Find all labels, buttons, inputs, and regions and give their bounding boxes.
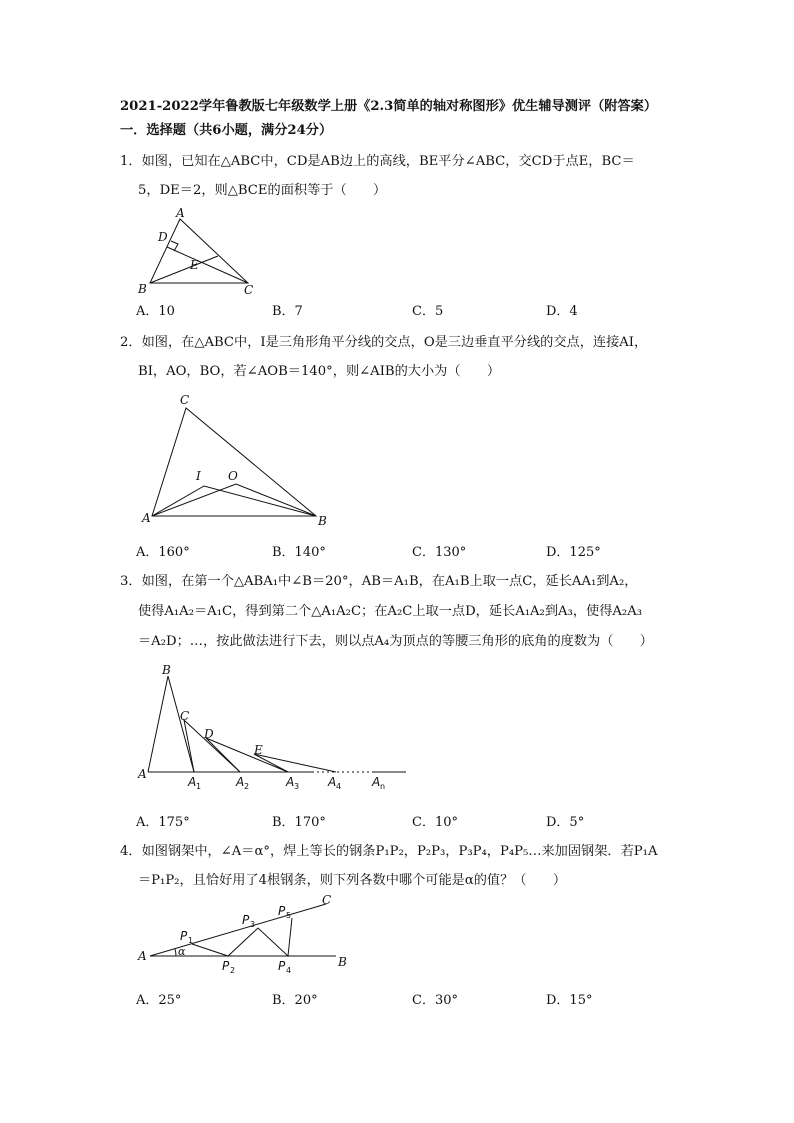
q2-choice-d[interactable]: D．125° [546, 545, 601, 560]
q3-label-c: C [180, 709, 190, 723]
q3-label-d: D [204, 727, 214, 741]
q4-sub-3: 3 [250, 920, 256, 929]
q4-sub-1: 1 [188, 936, 194, 945]
q3-label-a2: A [236, 775, 245, 789]
q1-choice-d[interactable]: D．4 [546, 304, 578, 319]
q4-choices [136, 989, 676, 1007]
q1-label-a: A [176, 206, 185, 220]
q3-sub-4: 4 [336, 782, 342, 791]
q3-text-line-1: 3．如图，在第一个△ABA₁中∠B＝20°，AB＝A₁B，在A₁B上取一点C，延长AA₁到A₂， [120, 574, 638, 589]
q1-label-d: D [158, 230, 168, 244]
q1-text-line-2: 5，DE＝2，则△BCE的面积等于（ ） [138, 183, 387, 198]
q1-choice-a[interactable]: A．10 [136, 304, 175, 319]
q1-altitude-cd [167, 247, 248, 283]
q2-segments-ao-ob [152, 484, 316, 516]
q3-sub-2: 2 [244, 782, 250, 791]
q1-label-b: B [138, 282, 147, 296]
q4-text-line-1: 4．如图钢架中，∠A＝α°，焊上等长的钢条P₁P₂，P₂P₃，P₃P₄，P₄P₅…来加固钢架．若P₁A [120, 844, 658, 859]
q4-choice-b[interactable]: B．20° [272, 993, 318, 1008]
q1-bisector-be [150, 256, 218, 283]
q4-sub-2: 2 [230, 966, 236, 975]
q2-choices [136, 541, 676, 559]
q4-text-line-2: ＝P₁P₂，且恰好用了4根钢条，则下列各数中哪个可能是α的值？（ ） [138, 873, 567, 888]
q2-segments-ai-ib [152, 486, 316, 516]
q3-label-e: E [254, 743, 263, 757]
q1-figure [136, 205, 266, 295]
q1-choice-c[interactable]: C．5 [412, 304, 444, 319]
q3-triangle-1 [148, 676, 194, 772]
q1-label-c: C [244, 283, 254, 297]
q2-choice-a[interactable]: A．160° [136, 545, 190, 560]
q3-choice-d[interactable]: D．5° [546, 815, 585, 830]
q2-text-line-1: 2．如图，在△ABC中，I是三角形角平分线的交点，O是三边垂直平分线的交点，连接AI， [120, 335, 648, 350]
q2-label-o: O [228, 469, 238, 483]
q2-label-a: A [142, 511, 151, 525]
q4-label-p1: P [180, 929, 188, 943]
document-title: 2021-2022学年鲁教版七年级数学上册《2.3简单的轴对称图形》优生辅导测评（附答案） [120, 99, 658, 114]
q4-sub-4: 4 [286, 966, 292, 975]
q2-triangle-abc [152, 408, 316, 516]
q4-figure [136, 894, 366, 979]
q3-text-line-2: 使得A₁A₂＝A₁C，得到第二个△A₁A₂C；在A₂C上取一点D，延长A₁A₂到A₃，使得A₂A₃ [138, 604, 643, 619]
q2-label-b: B [318, 514, 327, 528]
q1-choices [136, 300, 676, 318]
q3-figure [136, 662, 416, 792]
q3-label-b: B [162, 663, 171, 677]
q1-triangle-abc [150, 219, 248, 283]
q3-label-a3: A [286, 775, 295, 789]
q2-figure [140, 392, 340, 532]
q3-choice-c[interactable]: C．10° [412, 815, 458, 830]
q2-choice-c[interactable]: C．130° [412, 545, 467, 560]
q4-angle-arc [175, 949, 176, 956]
q4-label-p5: P [278, 904, 286, 918]
q4-sub-5: 5 [286, 911, 292, 920]
q3-sub-1: 1 [196, 782, 202, 791]
q3-choice-b[interactable]: B．170° [272, 815, 326, 830]
q3-choices [136, 811, 676, 829]
q2-text-line-2: BI，AO，BO，若∠AOB＝140°，则∠AIB的大小为（ ） [138, 364, 501, 379]
q4-label-c: C [322, 893, 332, 907]
q1-text-line-1: 1．如图，已知在△ABC中，CD是AB边上的高线，BE平分∠ABC，交CD于点E，BC＝ [120, 154, 635, 169]
q4-choice-c[interactable]: C．30° [412, 993, 458, 1008]
q3-label-a4: A [328, 775, 337, 789]
q3-choice-a[interactable]: A．175° [136, 815, 190, 830]
q4-ray-ac [150, 904, 326, 956]
q4-label-a: A [138, 949, 147, 963]
q4-label-p3: P [242, 913, 250, 927]
q4-choice-a[interactable]: A．25° [136, 993, 182, 1008]
q3-label-a: A [138, 767, 147, 781]
q4-label-p2: P [222, 959, 230, 973]
q3-sub-3: 3 [294, 782, 300, 791]
q4-label-alpha: α [178, 945, 186, 958]
q4-choice-d[interactable]: D．15° [546, 993, 593, 1008]
q2-label-c: C [180, 393, 190, 407]
q3-triangle-3 [206, 738, 288, 772]
q3-sub-n: n [380, 782, 386, 791]
q3-label-an: A [372, 775, 381, 789]
q1-label-e: E [190, 258, 199, 272]
q4-label-p4: P [278, 959, 286, 973]
section-heading: 一．选择题（共6小题，满分24分） [120, 123, 333, 138]
q2-label-i: I [196, 469, 201, 483]
q4-label-b: B [338, 955, 347, 969]
q2-choice-b[interactable]: B．140° [272, 545, 326, 560]
q1-choice-b[interactable]: B．7 [272, 304, 303, 319]
q3-text-line-3: ＝A₂D；…，按此做法进行下去，则以点A₄为顶点的等腰三角形的底角的度数为（ ） [138, 634, 653, 649]
q3-label-a1: A [188, 775, 197, 789]
